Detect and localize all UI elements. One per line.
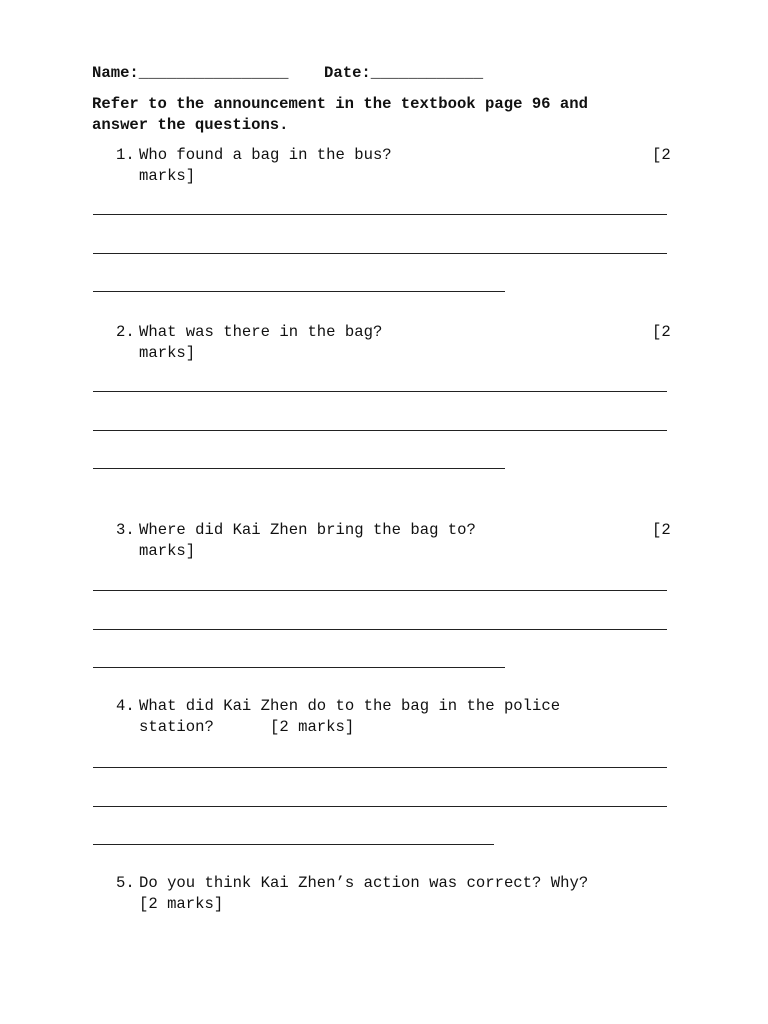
answer-line[interactable] <box>93 767 667 768</box>
answer-line[interactable] <box>93 430 667 431</box>
answer-line[interactable] <box>93 629 667 630</box>
marks-label: marks] <box>139 542 196 560</box>
answer-line[interactable] <box>93 468 505 469</box>
answer-line[interactable] <box>93 391 667 392</box>
marks-label: [2 <box>652 521 671 539</box>
question-number: 5. <box>116 874 135 892</box>
instruction-line-2: answer the questions. <box>92 116 289 134</box>
question-text: What was there in the bag? <box>139 323 383 341</box>
question-text: Do you think Kai Zhen’s action was correct? Why? <box>139 874 589 892</box>
answer-line[interactable] <box>93 590 667 591</box>
question-text: Where did Kai Zhen bring the bag to? <box>139 521 476 539</box>
question-text-continued: [2 marks] <box>139 895 224 913</box>
question-number: 2. <box>116 323 135 341</box>
question-text: Who found a bag in the bus? <box>139 146 392 164</box>
marks-label: marks] <box>139 344 196 362</box>
answer-line[interactable] <box>93 214 667 215</box>
question-text: What did Kai Zhen do to the bag in the police <box>139 697 561 715</box>
question-number: 1. <box>116 146 135 164</box>
marks-label: [2 <box>652 146 671 164</box>
answer-line[interactable] <box>93 253 667 254</box>
name-label: Name:________________ <box>92 64 289 82</box>
answer-line[interactable] <box>93 806 667 807</box>
date-label: Date:____________ <box>324 64 484 82</box>
question-number: 4. <box>116 697 135 715</box>
question-number: 3. <box>116 521 135 539</box>
instruction-line-1: Refer to the announcement in the textbook page 96 and <box>92 95 588 113</box>
marks-label: marks] <box>139 167 196 185</box>
question-text-continued: station? [2 marks] <box>139 718 355 736</box>
marks-label: [2 <box>652 323 671 341</box>
answer-line[interactable] <box>93 844 494 845</box>
answer-line[interactable] <box>93 291 505 292</box>
answer-line[interactable] <box>93 667 505 668</box>
